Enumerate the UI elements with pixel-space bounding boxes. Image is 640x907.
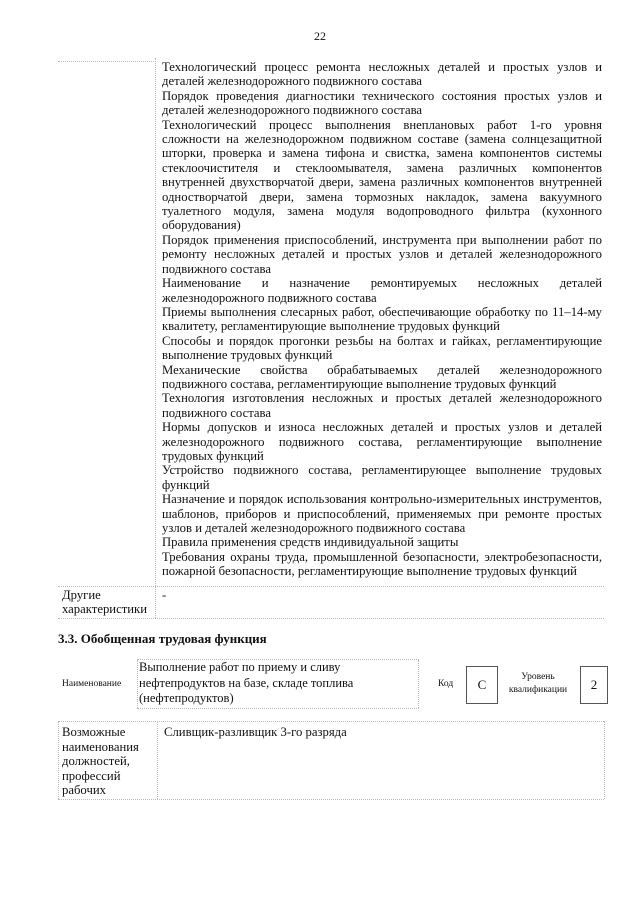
possible-positions-value: Сливщик-разливщик 3-го разряда (164, 725, 347, 739)
code-value: С (466, 666, 498, 704)
function-name-label: Наименование (62, 679, 122, 689)
other-characteristics-value: - (162, 588, 167, 602)
row-separator (58, 586, 604, 587)
knowledge-item: Способы и порядок прогонки резьбы на болтах и гайках, регламентирующие выполнение трудовых функций (162, 333, 602, 363)
table-separator (58, 61, 154, 62)
knowledge-item: Технология изготовления несложных и простых деталей железнодорожного подвижного состава (162, 391, 602, 420)
knowledge-item: Нормы допусков и износа несложных деталей и простых узлов и деталей железнодорожного подвижного состава, регламентирующие выполнение трудовых функций (162, 420, 602, 463)
other-characteristics-label: Другие характеристики (62, 588, 148, 617)
knowledge-item: Технологический процесс ремонта несложных деталей и простых узлов и деталей железнодорожного подвижного состава (162, 60, 602, 89)
column-divider (155, 58, 156, 618)
row-separator (58, 721, 604, 722)
column-divider (58, 721, 59, 799)
knowledge-item: Требования охраны труда, промышленной безопасности, электробезопасности, пожарной безопасности, регламентирующие выполнение трудовых функций (162, 549, 602, 579)
knowledge-item: Порядок применения приспособлений, инструмента при выполнении работ по ремонту несложных деталей и простых узлов и деталей железнодорожного подвижного состава (162, 232, 602, 276)
knowledge-item: Приемы выполнения слесарных работ, обеспечивающие обработку по 11–14-му квалитету, регламентирующие выполнение трудовых функций (162, 304, 602, 334)
knowledge-item: Механические свойства обрабатываемых деталей железнодорожного подвижного состава, регламентирующие выполнение трудовых функций (162, 362, 602, 391)
code-label: Код (438, 679, 454, 689)
section-title: 3.3. Обобщенная трудовая функция (58, 631, 267, 646)
qualification-level-value: 2 (580, 666, 608, 704)
knowledge-item: Назначение и порядок использования контрольно-измерительных инструментов, шаблонов, приборов и приспособлений, применяемых при ремонте простых узлов и деталей железнодорожного подвижного состава (162, 492, 602, 535)
row-separator (58, 618, 604, 619)
qualification-level-label: Уровень квалификации (508, 672, 568, 695)
knowledge-item: Наименование и назначение ремонтируемых несложных деталей железнодорожного подвижного состава (162, 276, 602, 305)
knowledge-item: Устройство подвижного состава, регламентирующее выполнение трудовых функций (162, 463, 602, 492)
row-separator (58, 799, 604, 800)
knowledge-item: Правила применения средств индивидуальной защиты (162, 535, 459, 550)
knowledge-item: Технологический процесс выполнения внеплановых работ 1-го уровня сложности на железнодорожном подвижном составе (замена солнцезащитной шторки, проверка и замена тифона и свистка, замена компонентов системы стеклоочистителя и стеклоомывателя, замена различных компонентов внутренней двухстворчатой двери, замена различных компонентов внутренней одностворчатой двери, замена тормозных накладок, замена вакуумного туалетного модуля, замена модуля водопроводного фильтра (кухонного оборудования) (162, 117, 602, 233)
knowledge-list (162, 60, 602, 579)
page-number: 22 (314, 29, 326, 43)
knowledge-item: Порядок проведения диагностики технического состояния простых узлов и деталей железнодорожного подвижного состава (162, 88, 602, 118)
column-divider (157, 721, 158, 799)
function-name-value: Выполнение работ по приему и сливу нефтепродуктов на базе, складе топлива (нефтепродуктов) (139, 660, 354, 705)
column-divider (604, 721, 605, 799)
box-divider (418, 660, 419, 708)
box-divider (137, 660, 138, 708)
box-separator (137, 708, 419, 709)
possible-positions-label: Возможные наименования должностей, профессий рабочих (62, 725, 139, 798)
